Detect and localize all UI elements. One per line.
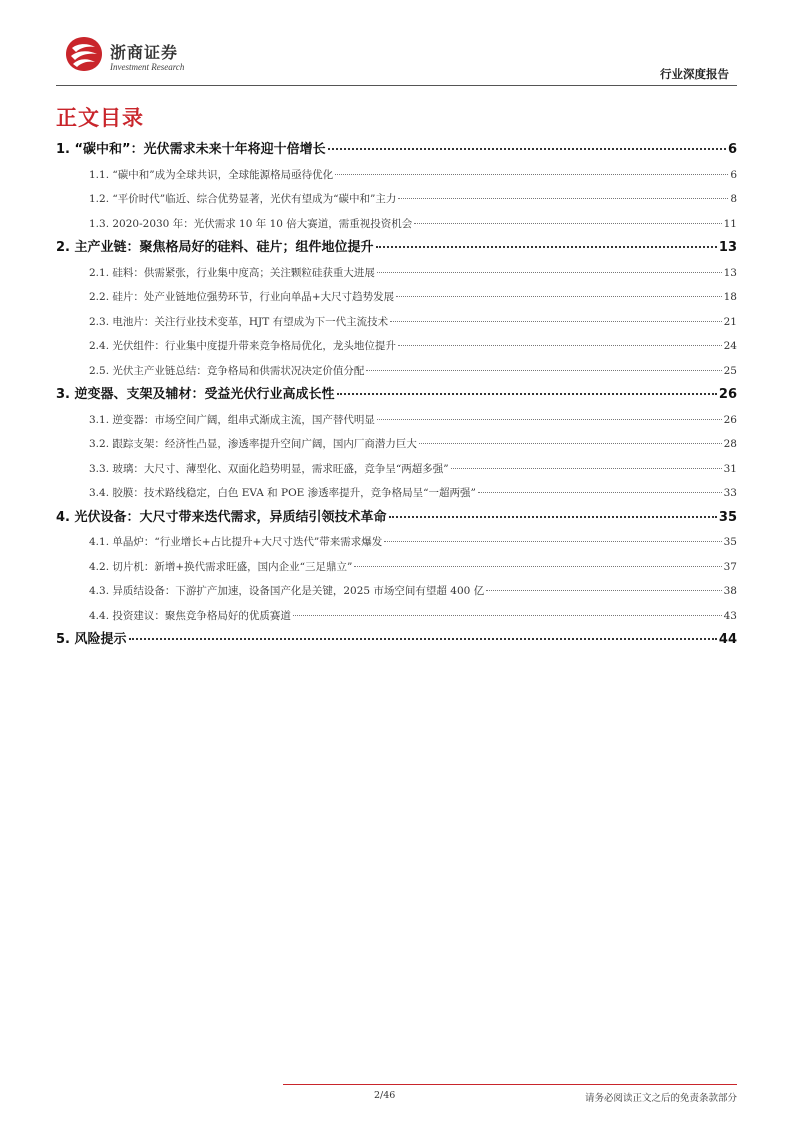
- toc-leader-dots: [366, 370, 721, 371]
- toc-entry-text: 3. 逆变器、支架及辅材：受益光伏行业高成长性: [56, 387, 335, 402]
- toc-page-number: 44: [718, 632, 737, 647]
- toc-entry-text: 2.3. 电池片：关注行业技术变革，HJT 有望成为下一代主流技术: [89, 315, 389, 328]
- toc-subsection-entry[interactable]: [56, 261, 737, 286]
- toc-leader-dots: [419, 443, 722, 444]
- toc-subsection-entry[interactable]: [56, 530, 737, 555]
- toc-subsection-entry[interactable]: [56, 285, 737, 310]
- footer-disclaimer: 请务必阅读正文之后的免责条款部分: [584, 1093, 737, 1104]
- toc-entry-text: 1.2. “平价时代”临近、综合优势显著，光伏有望成为“碳中和”主力: [89, 193, 397, 205]
- toc-page-number: 25: [723, 364, 737, 377]
- toc-leader-dots: [335, 174, 728, 175]
- toc-entry-text: 2.4. 光伏组件：行业集中度提升带来竞争格局优化，龙头地位提升: [89, 340, 396, 352]
- toc-leader-dots: [414, 223, 721, 224]
- toc-subsection-entry[interactable]: [56, 579, 737, 604]
- footer-divider: [283, 1084, 737, 1085]
- toc-entry-text: 2.2. 硅片：处产业链地位强势环节，行业向单晶+大尺寸趋势发展: [89, 291, 395, 303]
- toc-leader-dots: [478, 492, 722, 493]
- toc-leader-dots: [486, 590, 721, 591]
- toc-leader-dots: [398, 198, 728, 199]
- table-of-contents: [56, 138, 737, 653]
- toc-leader-dots: [398, 345, 722, 346]
- toc-page-number: 26: [723, 413, 737, 426]
- toc-entry-text: 2. 主产业链：聚焦格局好的硅料、硅片；组件地位提升: [56, 240, 374, 255]
- toc-page-number: 35: [723, 536, 737, 548]
- toc-subsection-entry[interactable]: [56, 604, 737, 629]
- toc-entry-text: 5. 风险提示: [56, 632, 127, 647]
- brand-name-en: Investment Research: [110, 62, 185, 72]
- toc-page-number: 11: [723, 217, 737, 230]
- toc-section-entry[interactable]: [56, 236, 737, 261]
- toc-section-entry[interactable]: [56, 383, 737, 408]
- toc-subsection-entry[interactable]: [56, 408, 737, 433]
- toc-entry-text: 3.3. 玻璃：大尺寸、薄型化、双面化趋势明显，需求旺盛，竞争呈“两超多强”: [89, 462, 449, 475]
- header-divider: [56, 85, 737, 86]
- toc-page-number: 26: [718, 387, 737, 402]
- toc-entry-text: 3.1. 逆变器：市场空间广阔，组串式渐成主流，国产替代明显: [89, 413, 375, 426]
- toc-page-number: 35: [718, 509, 737, 525]
- toc-entry-text: 1. “碳中和”：光伏需求未来十年将迎十倍增长: [56, 142, 326, 157]
- toc-section-entry[interactable]: [56, 138, 737, 163]
- toc-leader-dots: [354, 566, 721, 567]
- toc-entry-text: 2.5. 光伏主产业链总结：竞争格局和供需状况决定价值分配: [89, 364, 365, 377]
- toc-entry-text: 4.4. 投资建议：聚焦竞争格局好的优质赛道: [89, 609, 291, 622]
- toc-entry-text: 1.3. 2020-2030 年：光伏需求 10 年 10 倍大赛道，需重视投资机会: [89, 217, 413, 230]
- company-logo-icon: [64, 35, 104, 73]
- toc-leader-dots: [396, 296, 721, 297]
- toc-entry-text: 4.1. 单晶炉：“行业增长+占比提升+大尺寸迭代”带来需求爆发: [89, 536, 383, 548]
- toc-page-number: 13: [718, 240, 737, 255]
- toc-leader-dots: [293, 615, 722, 616]
- toc-section-entry[interactable]: [56, 628, 737, 653]
- toc-entry-text: 1.1. “碳中和”成为全球共识，全球能源格局亟待优化: [89, 168, 334, 181]
- toc-subsection-entry[interactable]: [56, 334, 737, 359]
- toc-leader-dots: [384, 541, 721, 542]
- toc-page-number: 43: [723, 609, 737, 622]
- toc-page-number: 18: [723, 291, 737, 303]
- toc-page-number: 6: [727, 142, 737, 157]
- page-number: 2/46: [374, 1090, 396, 1101]
- toc-page-number: 31: [723, 462, 737, 475]
- toc-entry-text: 2.1. 硅料：供需紧张，行业集中度高；关注颗粒硅获重大进展: [89, 266, 375, 279]
- page-header: [0, 0, 793, 90]
- brand-name-cn: 浙商证券: [110, 43, 179, 62]
- toc-leader-dots: [129, 638, 717, 640]
- toc-entry-text: 4.2. 切片机：新增+换代需求旺盛，国内企业“三足鼎立”: [89, 560, 353, 573]
- toc-page-number: 13: [723, 266, 737, 279]
- report-type-label: 行业深度报告: [660, 67, 729, 81]
- toc-entry-text: 4.3. 异质结设备：下游扩产加速，设备国产化是关键，2025 市场空间有望超 400 亿: [89, 585, 485, 597]
- toc-page-number: 8: [730, 193, 737, 205]
- toc-leader-dots: [451, 468, 722, 469]
- toc-subsection-entry[interactable]: [56, 481, 737, 506]
- toc-leader-dots: [376, 246, 717, 248]
- toc-page-number: 28: [723, 438, 737, 450]
- toc-leader-dots: [328, 148, 726, 150]
- toc-leader-dots: [390, 321, 722, 322]
- toc-page-number: 6: [730, 168, 737, 181]
- toc-subsection-entry[interactable]: [56, 359, 737, 384]
- toc-subsection-entry[interactable]: [56, 187, 737, 212]
- toc-page-number: 38: [723, 585, 737, 597]
- toc-page-number: 33: [723, 487, 737, 499]
- toc-page-number: 37: [723, 560, 737, 573]
- toc-leader-dots: [389, 516, 717, 518]
- toc-entry-text: 3.2. 跟踪支架：经济性凸显，渗透率提升空间广阔，国内厂商潜力巨大: [89, 438, 417, 450]
- toc-subsection-entry[interactable]: [56, 555, 737, 580]
- toc-title: 正文目录: [56, 106, 144, 130]
- toc-entry-text: 4. 光伏设备：大尺寸带来迭代需求，异质结引领技术革命: [56, 509, 387, 525]
- toc-leader-dots: [377, 419, 722, 420]
- toc-subsection-entry[interactable]: [56, 163, 737, 188]
- toc-page-number: 21: [723, 315, 737, 328]
- toc-page-number: 24: [723, 340, 737, 352]
- toc-subsection-entry[interactable]: [56, 310, 737, 335]
- toc-subsection-entry[interactable]: [56, 432, 737, 457]
- toc-subsection-entry[interactable]: [56, 457, 737, 482]
- toc-section-entry[interactable]: [56, 506, 737, 531]
- toc-subsection-entry[interactable]: [56, 212, 737, 237]
- toc-leader-dots: [337, 393, 717, 395]
- toc-entry-text: 3.4. 胶膜：技术路线稳定，白色 EVA 和 POE 渗透率提升，竞争格局呈“一超两强”: [89, 487, 476, 499]
- toc-leader-dots: [377, 272, 722, 273]
